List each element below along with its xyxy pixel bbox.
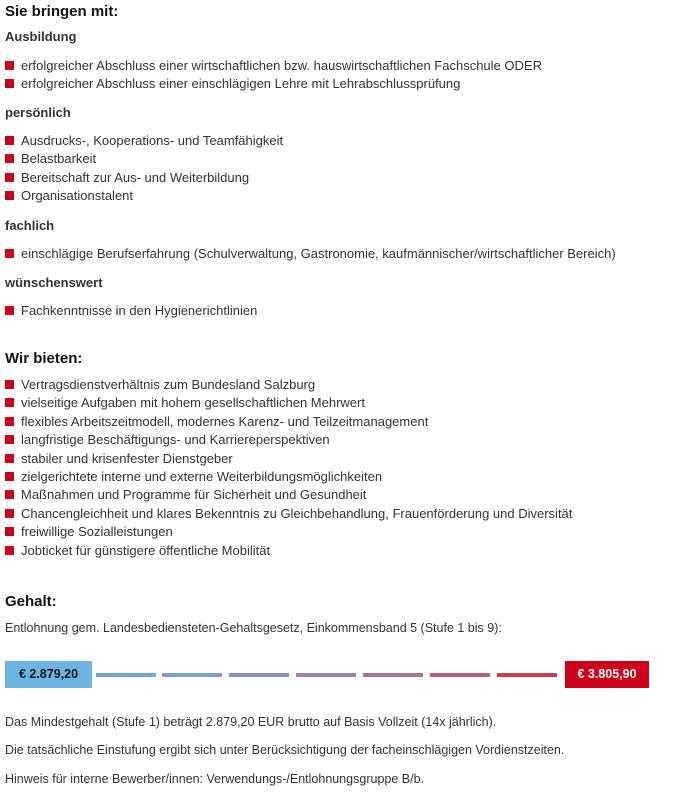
square-bullet-icon: [5, 509, 14, 518]
salary-scale-segment: [363, 673, 423, 677]
salary-max-badge: € 3.805,90: [565, 661, 649, 688]
list-item: einschlägige Berufserfahrung (Schulverwaltung, Gastronomie, kaufmännischer/wirtschaftlicher Bereich): [5, 245, 616, 263]
list-item: Vertragsdienstverhältnis zum Bundesland Salzburg: [5, 376, 572, 394]
square-bullet-icon: [5, 61, 14, 70]
square-bullet-icon: [5, 380, 14, 389]
square-bullet-icon: [5, 435, 14, 444]
list-item: freiwillige Sozialleistungen: [5, 523, 572, 541]
square-bullet-icon: [5, 306, 14, 315]
list-item: erfolgreicher Abschluss einer einschlägigen Lehre mit Lehrabschlussprüfung: [5, 75, 542, 93]
square-bullet-icon: [5, 454, 14, 463]
salary-scale-segment: [430, 673, 490, 677]
salary-scale-segment: [229, 673, 289, 677]
square-bullet-icon: [5, 490, 14, 499]
group-title-persoenlich: persönlich: [5, 105, 71, 120]
list-item: langfristige Beschäftigungs- und Karriereperspektiven: [5, 431, 572, 449]
requirements-heading: Sie bringen mit:: [5, 3, 119, 20]
list-wuenschenswert: [5, 302, 257, 320]
salary-heading: Gehalt:: [5, 593, 57, 610]
list-item: Fachkenntnisse in den Hygienerichtlinien: [5, 302, 257, 320]
square-bullet-icon: [5, 154, 14, 163]
offer-heading: Wir bieten:: [5, 350, 83, 367]
list-ausbildung: [5, 57, 542, 94]
square-bullet-icon: [5, 472, 14, 481]
salary-scale-segment: [96, 673, 156, 677]
group-title-wuenschenswert: wünschenswert: [5, 275, 103, 290]
list-item: erfolgreicher Abschluss einer wirtschaftlichen bzw. hauswirtschaftlichen Fachschule ODER: [5, 57, 542, 75]
list-offer: [5, 376, 572, 560]
square-bullet-icon: [5, 136, 14, 145]
salary-scale-segment: [497, 673, 557, 677]
square-bullet-icon: [5, 173, 14, 182]
list-item: flexibles Arbeitszeitmodell, modernes Karenz- und Teilzeitmanagement: [5, 413, 572, 431]
list-item: Maßnahmen und Programme für Sicherheit und Gesundheit: [5, 486, 572, 504]
square-bullet-icon: [5, 546, 14, 555]
list-item: Organisationstalent: [5, 187, 283, 205]
list-item: Bereitschaft zur Aus- und Weiterbildung: [5, 169, 283, 187]
salary-intro: Entlohnung gem. Landesbediensteten-Gehaltsgesetz, Einkommensband 5 (Stufe 1 bis 9):: [5, 621, 502, 635]
square-bullet-icon: [5, 417, 14, 426]
square-bullet-icon: [5, 398, 14, 407]
list-item: Belastbarkeit: [5, 150, 283, 168]
list-persoenlich: [5, 132, 283, 206]
salary-scale-segment: [296, 673, 356, 677]
salary-note-einstufung: Die tatsächliche Einstufung ergibt sich unter Berücksichtigung der facheinschlägigen Vordienstzeiten.: [5, 743, 565, 757]
salary-min-badge: € 2.879,20: [5, 661, 92, 688]
list-item: Chancengleichheit und klares Bekenntnis zu Gleichbehandlung, Frauenförderung und Diversität: [5, 505, 572, 523]
salary-note-min: Das Mindestgehalt (Stufe 1) beträgt 2.879,20 EUR brutto auf Basis Vollzeit (14x jährlich).: [5, 715, 497, 729]
list-item: Jobticket für günstigere öffentliche Mobilität: [5, 542, 572, 560]
list-item: zielgerichtete interne und externe Weiterbildungsmöglichkeiten: [5, 468, 572, 486]
group-title-fachlich: fachlich: [5, 218, 55, 233]
list-item: stabiler und krisenfester Dienstgeber: [5, 450, 572, 468]
list-item: vielseitige Aufgaben mit hohem gesellschaftlichen Mehrwert: [5, 394, 572, 412]
salary-note-intern: Hinweis für interne Bewerber/innen: Verwendungs-/Entlohnungsgruppe B/b.: [5, 772, 425, 786]
square-bullet-icon: [5, 527, 14, 536]
salary-scale-segment: [162, 673, 222, 677]
square-bullet-icon: [5, 249, 14, 258]
square-bullet-icon: [5, 191, 14, 200]
square-bullet-icon: [5, 79, 14, 88]
list-item: Ausdrucks-, Kooperations- und Teamfähigkeit: [5, 132, 283, 150]
group-title-ausbildung: Ausbildung: [5, 29, 77, 44]
list-fachlich: [5, 245, 616, 263]
